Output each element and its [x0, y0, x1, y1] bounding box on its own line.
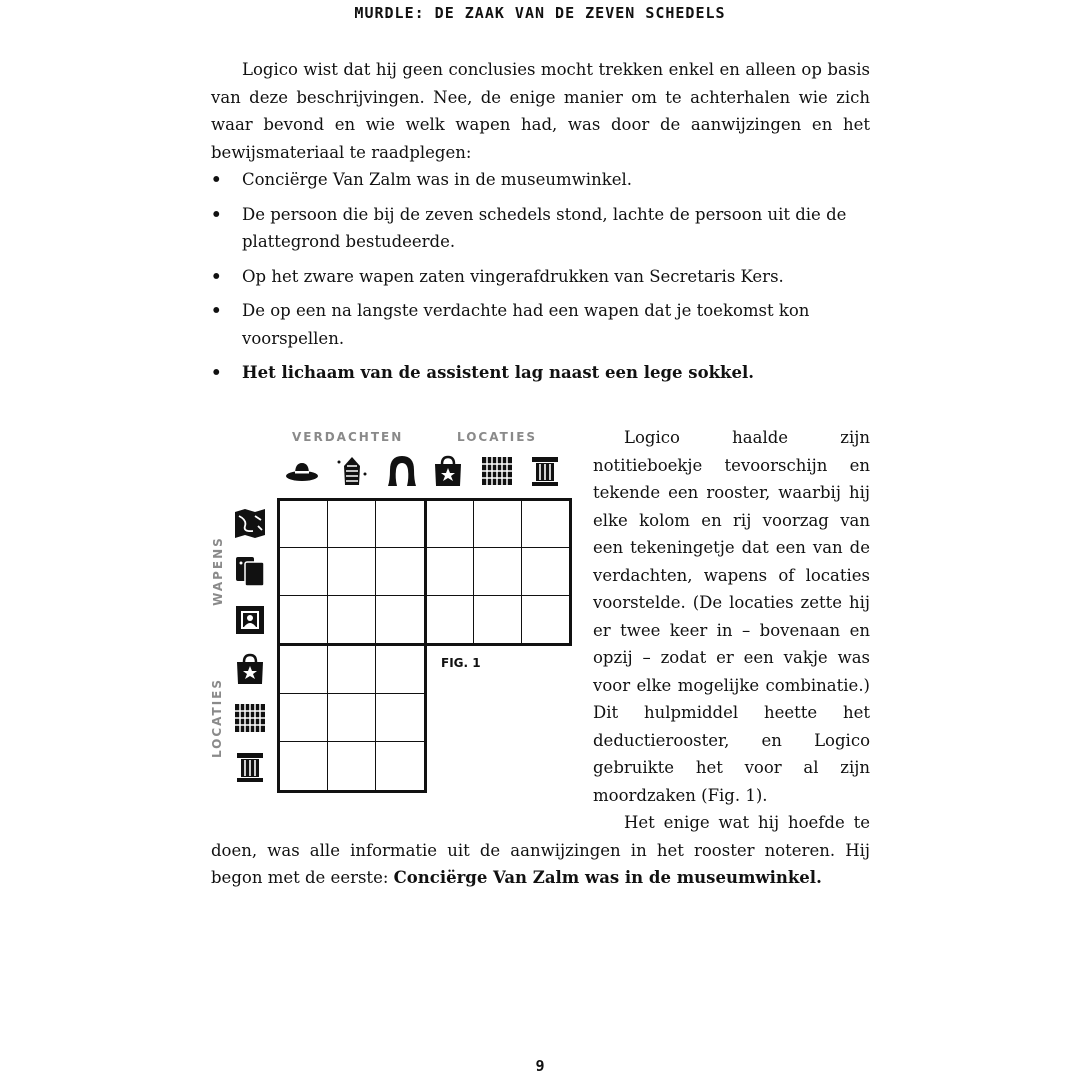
grid-cell[interactable]: [280, 694, 328, 742]
column-header-locations: LOCATIES: [457, 430, 538, 444]
grid-cell[interactable]: [280, 548, 328, 595]
grid-block-locations-suspects: [277, 643, 427, 793]
column-header-suspects: VERDACHTEN: [292, 430, 404, 444]
grid-cell[interactable]: [280, 501, 328, 548]
grid-cell[interactable]: [376, 742, 424, 790]
row-header-locations: LOCATIES: [210, 677, 224, 759]
clue-list: [211, 166, 870, 394]
side-paragraph: [593, 424, 870, 809]
grid-cell[interactable]: [280, 742, 328, 790]
grid-cell[interactable]: [376, 548, 424, 595]
grid-cell[interactable]: [427, 596, 474, 643]
grid-cell[interactable]: [522, 501, 569, 548]
grid-cell[interactable]: [474, 596, 521, 643]
running-title: MURDLE: DE ZAAK VAN DE ZEVEN SCHEDELS: [354, 4, 726, 22]
figure-label: FIG. 1: [441, 656, 481, 670]
grid-cell[interactable]: [474, 501, 521, 548]
page-number: 9: [535, 1057, 545, 1075]
clue-item: • De op een na langste verdachte had een wapen dat je toekomst kon voorspellen.: [211, 297, 870, 352]
clue-item-highlighted: • Het lichaam van de assistent lag naast een lege sokkel.: [211, 359, 870, 387]
grid-block-weapons-suspects: [277, 498, 427, 646]
shopping-bag-icon: [431, 454, 465, 488]
shopping-bag-icon: [233, 652, 267, 686]
closing-paragraph: [211, 809, 870, 892]
grid-cell[interactable]: [376, 694, 424, 742]
closing-bold-text: Conciërge Van Zalm was in de museumwinkel.: [393, 868, 822, 887]
clue-item: • Op het zware wapen zaten vingerafdrukken van Secretaris Kers.: [211, 263, 870, 291]
tarot-cards-icon: [233, 554, 267, 588]
grid-cell[interactable]: [280, 596, 328, 643]
grid-cell[interactable]: [376, 596, 424, 643]
roof-icon: [480, 454, 514, 488]
clue-item: • Conciërge Van Zalm was in de museumwinkel.: [211, 166, 870, 194]
intro-text: Logico wist dat hij geen conclusies mocht trekken enkel en alleen op basis van deze beschrijvingen. Nee, de enige manier om te achterhalen wie zich waar bevond en wie welk wapen had, was door de aanwijzingen en het bewijsmateriaal te raadplegen:: [211, 60, 870, 162]
side-text: Logico haalde zijn notitieboekje tevoorschijn en tekende een rooster, waarbij hij elke kolom en rij voorzag van een tekeningetje dat een van de verdachten, wapens of locaties voorstelde. (De locaties zette hij er twee keer in – bovenaan en opzij – zodat er een vakje was voor elke mogelijke combinatie.) Dit hulpmiddel heette het deductierooster, en Logico gebruikte het voor al zijn moordzaken (Fig. 1).: [593, 428, 870, 805]
grid-cell[interactable]: [522, 596, 569, 643]
pharaoh-icon: [335, 454, 369, 488]
picture-frame-icon: [233, 603, 267, 637]
row-header-weapons: WAPENS: [211, 536, 225, 606]
grid-cell[interactable]: [328, 596, 376, 643]
grid-cell[interactable]: [328, 646, 376, 694]
grid-cell[interactable]: [328, 548, 376, 595]
roof-icon: [233, 701, 267, 735]
hat-icon: [285, 454, 319, 488]
closing-text: Het enige wat hij hoefde te doen, was alle informatie uit de aanwijzingen in het rooster noteren. Hij begon met de eerste:: [211, 813, 870, 887]
clue-item: • De persoon die bij de zeven schedels stond, lachte de persoon uit die de plattegrond bestudeerde.: [211, 201, 870, 256]
grid-cell[interactable]: [474, 548, 521, 595]
grid-cell[interactable]: [328, 694, 376, 742]
map-icon: [233, 506, 267, 540]
column-icon: [528, 454, 562, 488]
grid-cell[interactable]: [427, 548, 474, 595]
grid-cell[interactable]: [328, 742, 376, 790]
grid-cell[interactable]: [376, 646, 424, 694]
grid-cell[interactable]: [427, 501, 474, 548]
intro-paragraph: [211, 56, 870, 166]
grid-block-weapons-locations: [424, 498, 572, 646]
column-icon: [233, 750, 267, 784]
grid-cell[interactable]: [280, 646, 328, 694]
grid-cell[interactable]: [376, 501, 424, 548]
grid-cell[interactable]: [328, 501, 376, 548]
grid-cell[interactable]: [522, 548, 569, 595]
hair-icon: [385, 454, 419, 488]
